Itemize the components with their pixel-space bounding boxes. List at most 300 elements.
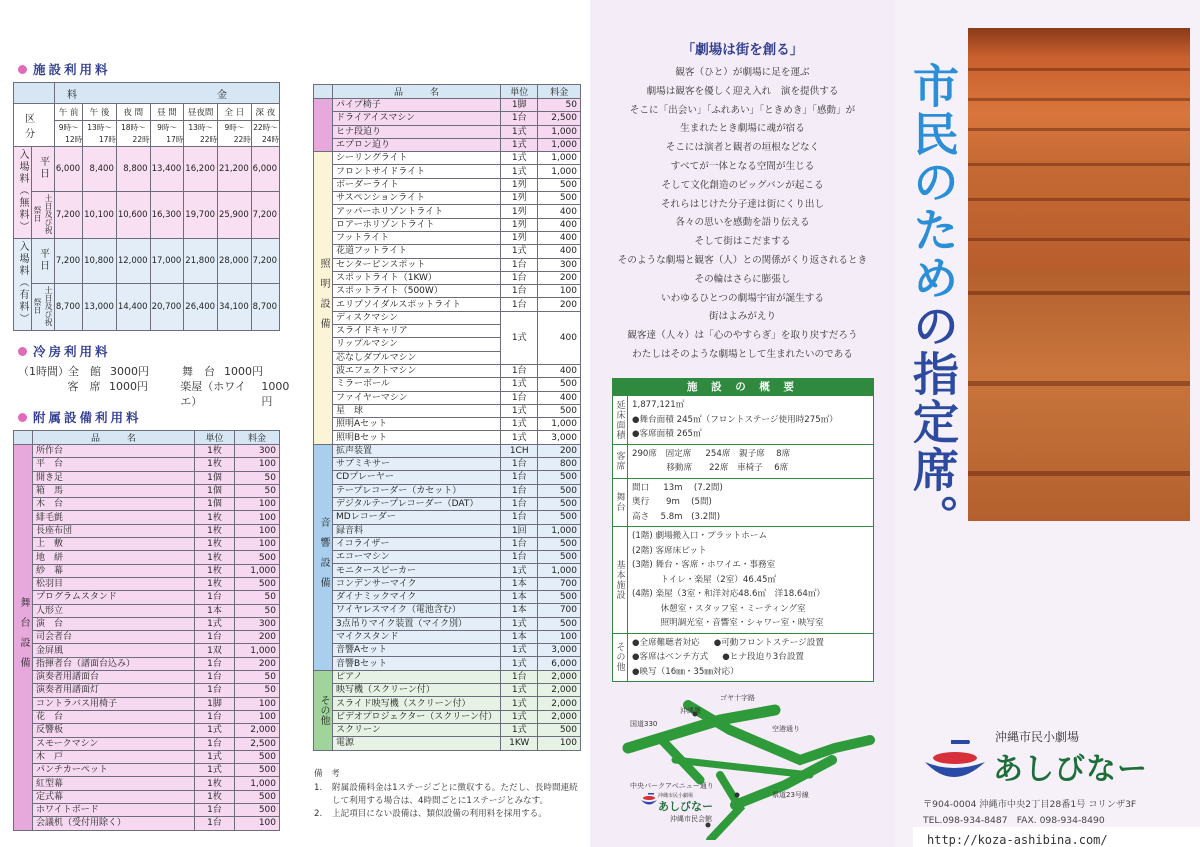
lighting-equipment-group [314, 152, 581, 445]
equipment-fee: 300 [235, 445, 280, 458]
equipment-row [314, 418, 581, 431]
category-label: 音響設備 [314, 444, 333, 670]
stage-equipment-group [14, 445, 280, 831]
col-item-name: 品 名 [333, 85, 501, 99]
col-time-start: 13時〜 [83, 121, 117, 134]
overview-line: 間口 13m (7.2間) [632, 482, 723, 493]
cooling-price: 1000円 [261, 380, 290, 408]
equipment-fee: 1,000 [538, 165, 581, 178]
phone-fax: TEL.098-934-8487 FAX. 098-934-8490 [923, 815, 1105, 826]
equipment-unit: 1式 [501, 697, 538, 710]
col-item-name: 品 名 [33, 431, 195, 445]
equipment-fee: 3,000 [538, 431, 581, 444]
equipment-fee: 500 [538, 551, 581, 564]
equipment-name: ボーダーライト [333, 178, 501, 191]
poem-line: そのような劇場と観客（人）との関係がくり返されるとき [617, 254, 868, 266]
equipment-fee: 500 [538, 723, 581, 736]
equipment-fee: 700 [538, 604, 581, 617]
equipment-fee: 2,000 [538, 684, 581, 697]
equipment-unit: 1台 [195, 631, 235, 644]
equipment-unit: 1台 [501, 670, 538, 683]
fee-row [14, 192, 280, 239]
equipment-name: エプロン迫り [333, 138, 501, 151]
equipment-fee: 200 [538, 444, 581, 457]
col-time-end: 22時 [116, 134, 150, 147]
sound-equipment-group [314, 444, 581, 670]
fee-value: 6,000 [55, 147, 83, 192]
col-name: 昼夜間 [184, 104, 218, 121]
equipment-fee: 400 [538, 364, 581, 377]
equipment-name: エリプソイダルスポットライト [333, 298, 501, 311]
col-time-start: 9時〜 [218, 121, 252, 134]
equipment-fee: 1,000 [538, 152, 581, 165]
equipment-name: パイプ椅子 [333, 99, 501, 112]
equipment-unit: 1台 [195, 710, 235, 723]
headline-part1: 市民のため [906, 62, 960, 302]
equipment-fee: 2,500 [235, 737, 280, 750]
equipment-name: 金屏風 [33, 644, 195, 657]
equipment-row [14, 458, 280, 471]
website-url[interactable]: http://koza-ashibina.com/ [913, 827, 1200, 847]
equipment-fee: 200 [538, 298, 581, 311]
equipment-fee: 200 [235, 631, 280, 644]
equipment-name: ホワイトボード [33, 804, 195, 817]
col-time-end: 24時 [251, 134, 279, 147]
col-name: 午 後 [83, 104, 117, 121]
fee-value: 17,000 [150, 239, 184, 284]
equipment-fee: 1,000 [538, 564, 581, 577]
equipment-unit: 1台 [501, 551, 538, 564]
map-logo-name: あしびなー [658, 800, 713, 813]
note-number: 1. [314, 783, 323, 793]
equipment-row [314, 657, 581, 670]
equipment-fee: 2,500 [538, 112, 581, 125]
fee-value: 34,100 [218, 284, 252, 331]
equipment-name: サスペンションライト [333, 192, 501, 205]
equipment-row [14, 538, 280, 551]
equipment-fee: 1,000 [235, 564, 280, 577]
equipment-unit: 1枚 [195, 577, 235, 590]
equipment-name: 司会者台 [33, 631, 195, 644]
col-name: 全 日 [218, 104, 252, 121]
equipment-fee: 50 [235, 484, 280, 497]
equipment-name: 映写機（スクリーン付） [333, 684, 501, 697]
equipment-fee: 1,000 [538, 418, 581, 431]
equipment-name: ロアーホリゾントライト [333, 218, 501, 231]
equipment-row [314, 710, 581, 723]
col-time-start: 18時〜 [116, 121, 150, 134]
map-label-police: 沖縄署 [680, 707, 701, 715]
equipment-name: 指揮者台（譜面台込み） [33, 657, 195, 670]
col-fee: 料金 [538, 85, 581, 99]
logo-mark-icon [923, 736, 989, 786]
equipment-row [314, 391, 581, 404]
equipment-unit: 1枚 [195, 445, 235, 458]
equipment-unit: 1台 [501, 271, 538, 284]
equipment-unit: 1式 [501, 245, 538, 258]
equipment-name: コントラバス用椅子 [33, 697, 195, 710]
panel-fees [0, 0, 300, 847]
fee-value: 7,200 [55, 239, 83, 284]
equipment-unit: 1枚 [195, 511, 235, 524]
fee-value: 21,200 [218, 147, 252, 192]
equipment-unit: 1列 [501, 178, 538, 191]
equipment-row [14, 710, 280, 723]
equipment-row [314, 205, 581, 218]
equipment-row [14, 737, 280, 750]
equipment-fee: 200 [538, 271, 581, 284]
equipment-row [314, 577, 581, 590]
map-label-pref23: 県道23号線 [772, 791, 809, 799]
group-label: 入場料（無料） [17, 149, 28, 233]
equipment-row [314, 537, 581, 550]
equipment-name: ワイヤレスマイク（電池含む） [333, 604, 501, 617]
equipment-row [314, 298, 581, 311]
equipment-fee: 200 [235, 657, 280, 670]
equipment-unit: 1式 [501, 138, 538, 151]
fee-value: 6,000 [251, 147, 279, 192]
equipment-row [314, 404, 581, 417]
equipment-unit: 1枚 [195, 777, 235, 790]
col-unit: 単位 [501, 85, 538, 99]
equipment-name: リップルマシン [333, 338, 501, 351]
cooling-unit: （1時間） [18, 365, 69, 378]
equipment-unit: 1式 [501, 617, 538, 630]
equipment-row [314, 737, 581, 750]
equipment-fee: 500 [538, 192, 581, 205]
equipment-unit: 1台 [501, 471, 538, 484]
equipment-row [14, 684, 280, 697]
equipment-name: 花 台 [33, 710, 195, 723]
equipment-row [314, 258, 581, 271]
cooling-fees [18, 364, 300, 409]
equipment-unit: 1台 [501, 364, 538, 377]
equipment-fee: 100 [235, 458, 280, 471]
col-time-end: 17時 [150, 134, 184, 147]
equipment-row [314, 138, 581, 151]
equipment-row [14, 817, 280, 830]
equipment-name: センターピンスポット [333, 258, 501, 271]
fee-value: 7,200 [251, 239, 279, 284]
equipment-row [14, 790, 280, 803]
equipment-unit: 1式 [501, 125, 538, 138]
facility-fee-table [13, 82, 280, 331]
note-text: 上記項目にない設備は、類似設備の利用料を採用する。 [332, 809, 547, 819]
poem-line: 劇場は観客を優しく迎え入れ 演を提供する [646, 85, 839, 97]
fee-value: 10,800 [83, 239, 117, 284]
equipment-fee: 500 [235, 750, 280, 763]
equipment-name: 地 絣 [33, 551, 195, 564]
fee-value: 25,900 [218, 192, 252, 239]
equipment-unit: 1式 [501, 723, 538, 736]
equipment-name: パンチカーペット [33, 764, 195, 777]
equipment-name: ピアノ [333, 670, 501, 683]
equipment-name: コンデンサーマイク [333, 577, 501, 590]
equipment-unit: 1台 [195, 671, 235, 684]
col-unit: 単位 [195, 431, 235, 445]
equipment-name: 木 戸 [33, 750, 195, 763]
equipment-row [314, 152, 581, 165]
equipment-row [14, 445, 280, 458]
equipment-unit: 1式 [501, 710, 538, 723]
day-label: 平日 [37, 155, 49, 180]
map-logo-mark-icon [640, 793, 658, 807]
col-name: 夜 間 [116, 104, 150, 121]
equipment-unit: 1CH [501, 444, 538, 457]
equipment-row [314, 378, 581, 391]
equipment-name: 音響Bセット [333, 657, 501, 670]
category-label: 照明設備 [314, 152, 333, 445]
equipment-row [314, 231, 581, 244]
overview-line: ●全席難聴者対応 ●可動フロントステージ設置 [632, 637, 824, 648]
equipment-name: テープレコーダー（カセット） [333, 484, 501, 497]
facility-fees-title-text: 施設利用料 [33, 62, 111, 77]
equipment-row [314, 564, 581, 577]
equipment-fee: 500 [538, 617, 581, 630]
contact-info [923, 797, 1136, 829]
overview-line: 照明調光室・音響室・シャワー室・映写室 [632, 618, 824, 628]
equipment-row [314, 245, 581, 258]
equipment-unit: 1式 [501, 165, 538, 178]
equipment-unit: 1台 [195, 591, 235, 604]
equipment-unit: 1式 [501, 431, 538, 444]
day-label: 土日及び祝祭日 [33, 193, 53, 234]
equipment-fee: 700 [538, 577, 581, 590]
fee-value: 21,800 [184, 239, 218, 284]
equipment-name: ドライアイスマシン [333, 112, 501, 125]
map-label-hall: 沖縄市民会館 [670, 815, 712, 823]
equipment-unit: 1台 [501, 112, 538, 125]
equipment-fee: 500 [235, 764, 280, 777]
equipment-row [314, 364, 581, 377]
equipment-unit: 1台 [195, 804, 235, 817]
overview-title: 施 設 の 概 要 [613, 379, 873, 396]
equipment-row [314, 311, 581, 324]
equipment-unit: 1列 [501, 192, 538, 205]
poem-line: 街はよみがえり [708, 311, 777, 323]
equipment-name: スポットライト（500W） [333, 285, 501, 298]
equipment-name: 演 台 [33, 617, 195, 630]
equipment-unit: 1台 [501, 298, 538, 311]
overview-row [613, 526, 873, 633]
equipment-unit: 1個 [195, 471, 235, 484]
equipment-unit: 1台 [195, 684, 235, 697]
poem-line: 観客達（人々）は「心のやすらぎ」を取り戻すだろう [627, 330, 858, 342]
equipment-fees-title-text: 附属設備利用料 [33, 410, 142, 425]
col-time-start: 9時〜 [150, 121, 184, 134]
equipment-fee: 50 [235, 591, 280, 604]
equipment-name: スポットライト（1KW） [333, 271, 501, 284]
overview-line: ●客席面積 265㎡ [632, 429, 702, 439]
facility-overview [612, 378, 874, 682]
equipment-unit: 1脚 [195, 697, 235, 710]
col-time-end: 22時 [218, 134, 252, 147]
road-map-icon [600, 690, 890, 840]
cooling-label: 舞 台 [182, 365, 215, 378]
equipment-row [14, 484, 280, 497]
equipment-fee: 500 [538, 484, 581, 497]
equipment-unit: 1式 [501, 404, 538, 417]
equipment-fee: 400 [538, 205, 581, 218]
equipment-fee: 100 [538, 285, 581, 298]
equipment-name: 紅型幕 [33, 777, 195, 790]
poem-line: わたしはそのような劇場として生まれたいのである [632, 348, 853, 360]
equipment-unit: 1式 [501, 657, 538, 670]
equipment-row [314, 524, 581, 537]
col-time-start: 9時〜 [55, 121, 83, 134]
fee-header: 料 金 [55, 83, 280, 104]
equipment-unit: 1台 [195, 817, 235, 830]
notes-title: 備 考 [314, 769, 340, 779]
fee-value: 13,400 [150, 147, 184, 192]
equipment-fee: 3,000 [538, 644, 581, 657]
equipment-name: 波エフェクトマシン [333, 364, 501, 377]
equipment-name: シーリングライト [333, 152, 501, 165]
col-time-end: 17時 [83, 134, 117, 147]
equipment-row [14, 724, 280, 737]
equipment-fee: 1,000 [538, 524, 581, 537]
equipment-row [14, 697, 280, 710]
equipment-row [314, 684, 581, 697]
overview-line: (1階) 劇場搬入口・プラットホーム [632, 531, 768, 541]
equipment-unit: 1枚 [195, 538, 235, 551]
equipment-fee: 100 [538, 737, 581, 750]
equipment-name: 演奏者用譜面灯 [33, 684, 195, 697]
equipment-row [314, 218, 581, 231]
notes [314, 768, 584, 821]
fee-row [14, 239, 280, 284]
equipment-row [314, 604, 581, 617]
equipment-fee: 6,000 [538, 657, 581, 670]
poem-line: そして街はこだまする [694, 236, 791, 248]
poem-line: いわゆるひとつの劇場宇宙が誕生する [661, 292, 824, 304]
equipment-unit: 1枚 [195, 551, 235, 564]
equipment-row [14, 764, 280, 777]
equipment-name: フロントサイドライト [333, 165, 501, 178]
equipment-name: エコーマシン [333, 551, 501, 564]
equipment-row [314, 192, 581, 205]
equipment-row [14, 750, 280, 763]
panel-equipment [300, 0, 590, 847]
other-equipment-group [314, 670, 581, 750]
equipment-name: 会議机（受付用除く） [33, 817, 195, 830]
day-label: 平日 [37, 247, 49, 272]
equipment-unit: 1台 [501, 484, 538, 497]
fee-value: 10,600 [116, 192, 150, 239]
equipment-row [14, 804, 280, 817]
access-map [600, 690, 890, 840]
equipment-fee: 1,000 [538, 125, 581, 138]
equipment-fee: 100 [235, 697, 280, 710]
fee-value: 8,700 [251, 284, 279, 331]
equipment-name: マイクスタンド [333, 630, 501, 643]
equipment-name: 録音料 [333, 524, 501, 537]
equipment-fee: 400 [538, 231, 581, 244]
equipment-name: 電源 [333, 737, 501, 750]
note-number: 2. [314, 809, 323, 819]
equipment-row [14, 777, 280, 790]
equipment-name: 開き足 [33, 471, 195, 484]
equipment-name: ビデオプロジェクター（スクリーン付） [333, 710, 501, 723]
equipment-fee: 50 [235, 604, 280, 617]
col-fee: 料金 [235, 431, 280, 445]
overview-category: その他 [613, 634, 628, 682]
equipment-unit: 1式 [501, 644, 538, 657]
cooling-price: 3000円 [110, 365, 149, 378]
col-time-start: 13時〜 [184, 121, 218, 134]
equipment-fee: 500 [538, 497, 581, 510]
overview-line: 休憩室・スタッフ室・ミーティング室 [632, 603, 806, 614]
equipment-name: 長座布団 [33, 524, 195, 537]
day-label: 土日及び祝祭日 [33, 285, 53, 326]
equipment-unit: 1式 [195, 750, 235, 763]
equipment-row [14, 577, 280, 590]
equipment-name: ダイナミックマイク [333, 590, 501, 603]
equipment-name: ヒナ段迫り [333, 125, 501, 138]
equipment-unit: 1台 [501, 391, 538, 404]
equipment-name: 音響Aセット [333, 644, 501, 657]
equipment-fee: 50 [235, 671, 280, 684]
panel-cover [895, 0, 1200, 847]
equipment-unit: 1本 [195, 604, 235, 617]
equipment-row [14, 471, 280, 484]
cooling-price: 1000円 [109, 380, 149, 393]
col-name: 午 前 [55, 104, 83, 121]
cooling-label: 客 席 [67, 380, 101, 393]
equipment-row [314, 458, 581, 471]
equipment-fee: 400 [538, 245, 581, 258]
equipment-name: CDプレーヤー [333, 471, 501, 484]
group-label: 入場料（有料） [17, 241, 28, 325]
equipment-name: 人形立 [33, 604, 195, 617]
poem-line: 生まれたとき劇場に魂が宿る [680, 123, 805, 135]
equipment-fee: 400 [538, 311, 581, 364]
col-time-end: 22時 [184, 134, 218, 147]
equipment-name: スクリーン [333, 723, 501, 736]
bullet-dot-icon [18, 65, 27, 74]
overview-category: 延床面積 [613, 396, 628, 444]
equipment-name: 所作台 [33, 445, 195, 458]
equipment-name: 3点吊りマイク装置（マイク別） [333, 617, 501, 630]
equipment-unit: 1本 [501, 604, 538, 617]
overview-category: 基本施設 [613, 527, 628, 633]
equipment-unit: 1KW [501, 737, 538, 750]
equipment-row [314, 497, 581, 510]
equipment-unit: 1回 [501, 524, 538, 537]
overview-line: (3階) 舞台・客席・ホワイエ・事務室 [632, 560, 776, 570]
equipment-unit: 1列 [501, 231, 538, 244]
equipment-row [314, 99, 581, 112]
address: 〒904-0004 沖縄市中央2丁目28番1号 コリンザ3F [923, 799, 1137, 810]
equipment-unit: 1式 [501, 378, 538, 391]
equipment-row [314, 165, 581, 178]
equipment-row [314, 644, 581, 657]
overview-line: 1,877,121㎡ [632, 400, 685, 410]
equipment-name: 花道フットライト [333, 245, 501, 258]
col-time-start: 22時〜 [251, 121, 279, 134]
equipment-unit: 1列 [501, 205, 538, 218]
overview-category: 客席 [613, 445, 628, 478]
equipment-name: 照明Bセット [333, 431, 501, 444]
fee-value: 16,300 [150, 192, 184, 239]
equipment-fee: 500 [538, 378, 581, 391]
equipment-name: フットライト [333, 231, 501, 244]
equipment-name: スモークマシン [33, 737, 195, 750]
equipment-unit: 1台 [195, 737, 235, 750]
equipment-name: ファイヤーマシン [333, 391, 501, 404]
fee-value: 8,400 [83, 147, 117, 192]
fee-value: 12,000 [116, 239, 150, 284]
